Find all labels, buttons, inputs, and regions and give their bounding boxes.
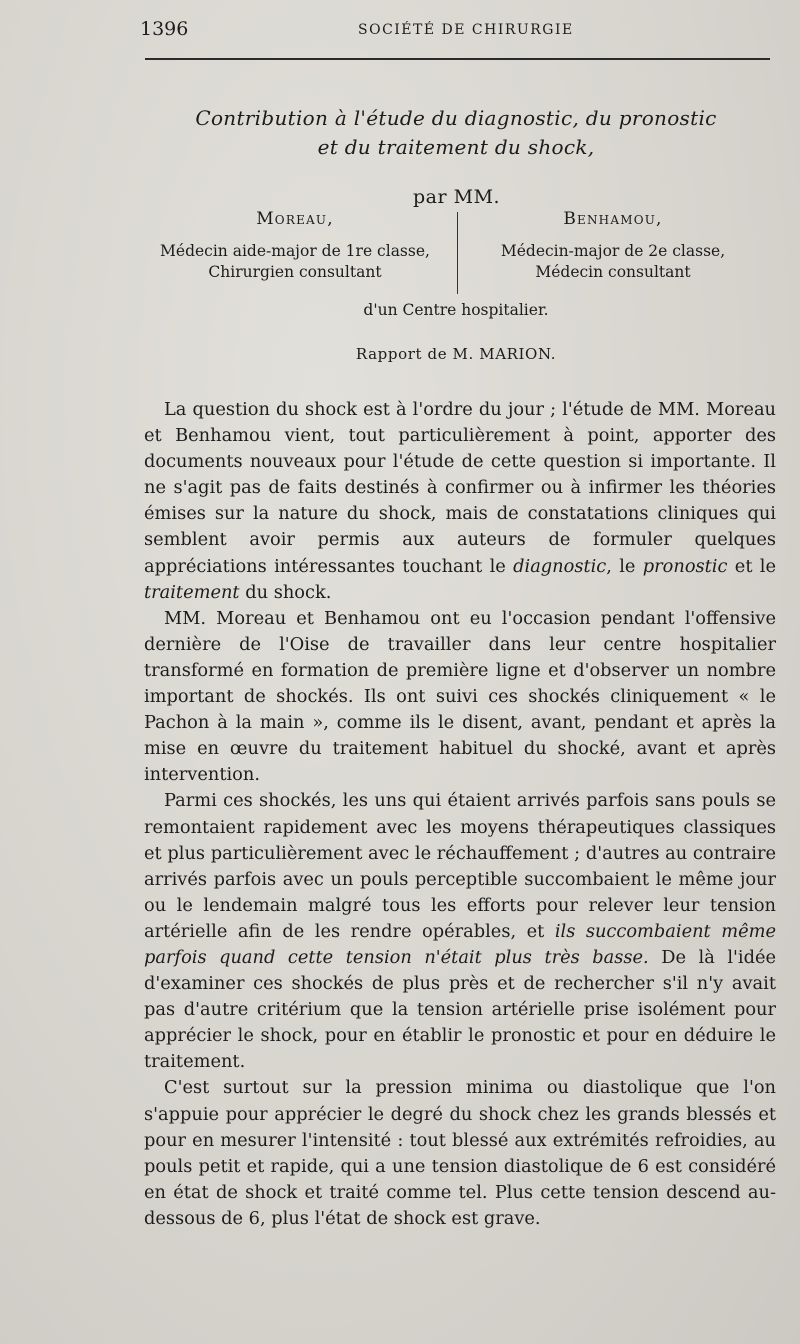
p1-text-c: et le — [727, 555, 777, 577]
title-line-1: Contribution à l'étude du diagnostic, du pronostic — [195, 106, 717, 130]
rapport-line: Rapport de M. MARION. — [355, 345, 557, 363]
author-left-name: Moreau, — [256, 209, 334, 229]
author-left — [140, 209, 450, 283]
article-title — [0, 104, 800, 162]
article-body — [144, 397, 776, 1232]
p3-text-b: De là l'idée d'examiner ces shockés de plus près et de rechercher s'il n'y avait pas d'autre critérium que la tension artérielle prise isolément pour apprécier le shock, pour en établir le pronostic et pour en déduire le traitement. — [144, 946, 777, 1073]
author-right-role-2: Médecin consultant — [535, 263, 691, 281]
paragraph-3 — [144, 788, 776, 1075]
author-right-name: Benhamou, — [563, 209, 663, 229]
title-line-2: et du traitement du shock, — [317, 135, 595, 159]
author-right-role-1: Médecin-major de 2e classe, — [500, 242, 726, 260]
paragraph-4: C'est surtout sur la pression minima ou diastolique que l'on s'appuie pour apprécier le degré du shock chez les grands blessés et pour en mesurer l'intensité : tout blessé aux extrémités refroidies, au pouls petit et rapide, qui a une tension diastolique de 6 est considéré en état de shock et traité comme tel. Plus cette tension descend au-dessous de 6, plus l'état de shock est grave. — [144, 1077, 776, 1229]
running-title: SOCIÉTÉ DE CHIRURGIE — [358, 22, 574, 38]
p3-text-a: Parmi ces shockés, les uns qui étaient arrivés parfois sans pouls se remontaient rapidement avec les moyens thérapeutiques classiques et plus particulièrement avec le réchauffement ; d'autres au contraire arrivés parfois avec un pouls perceptible succombaient le même jour ou le lendemain malgré tous les efforts pour relever leur tension artérielle afin de les rendre opérables, et — [144, 790, 776, 942]
p1-text-d: du shock. — [239, 581, 332, 603]
by-line: par MM. — [413, 186, 501, 208]
paragraph-2: MM. Moreau et Benhamou ont eu l'occasion pendant l'offensive dernière de l'Oise de travailler dans leur centre hospitalier transformé en formation de première ligne et d'observer un nombre important de shockés. Ils ont suivi ces shockés cliniquement « le Pachon à la main », comme ils le disent, avant, pendant et après la mise en œuvre du traitement habituel du shocké, avant et après intervention. — [144, 607, 776, 786]
author-left-role-1: Médecin aide-major de 1re classe, — [160, 242, 430, 260]
p1-italic-diagnostic: diagnostic — [513, 555, 607, 577]
p1-text-a: La question du shock est à l'ordre du jour ; l'étude de MM. Moreau et Benhamou vient, tout particulièrement à point, apporter des documents nouveaux pour l'étude de cette question si importante. Il ne s'agit pas de faits destinés à confirmer ou à infirmer les théories émises sur la nature du shock, mais de constatations cliniques qui semblent avoir permis aux auteurs de formuler quelques appréciations intéressantes touchant le — [144, 399, 776, 577]
author-right — [468, 209, 758, 283]
p1-italic-traitement: traitement — [144, 581, 240, 603]
p1-italic-pronostic: pronostic — [642, 555, 728, 577]
authors-block — [140, 204, 780, 296]
header-rule — [145, 58, 770, 60]
author-divider — [457, 212, 458, 294]
p1-text-b: , le — [606, 555, 643, 577]
author-left-role-2: Chirurgien consultant — [208, 263, 382, 281]
paragraph-1 — [144, 397, 776, 606]
page-number: 1396 — [140, 18, 189, 40]
affiliation: d'un Centre hospitalier. — [363, 301, 549, 319]
page-header — [140, 14, 760, 50]
p3-italic: ils succombaient même parfois quand cette tension n'était plus très basse. — [144, 920, 776, 968]
